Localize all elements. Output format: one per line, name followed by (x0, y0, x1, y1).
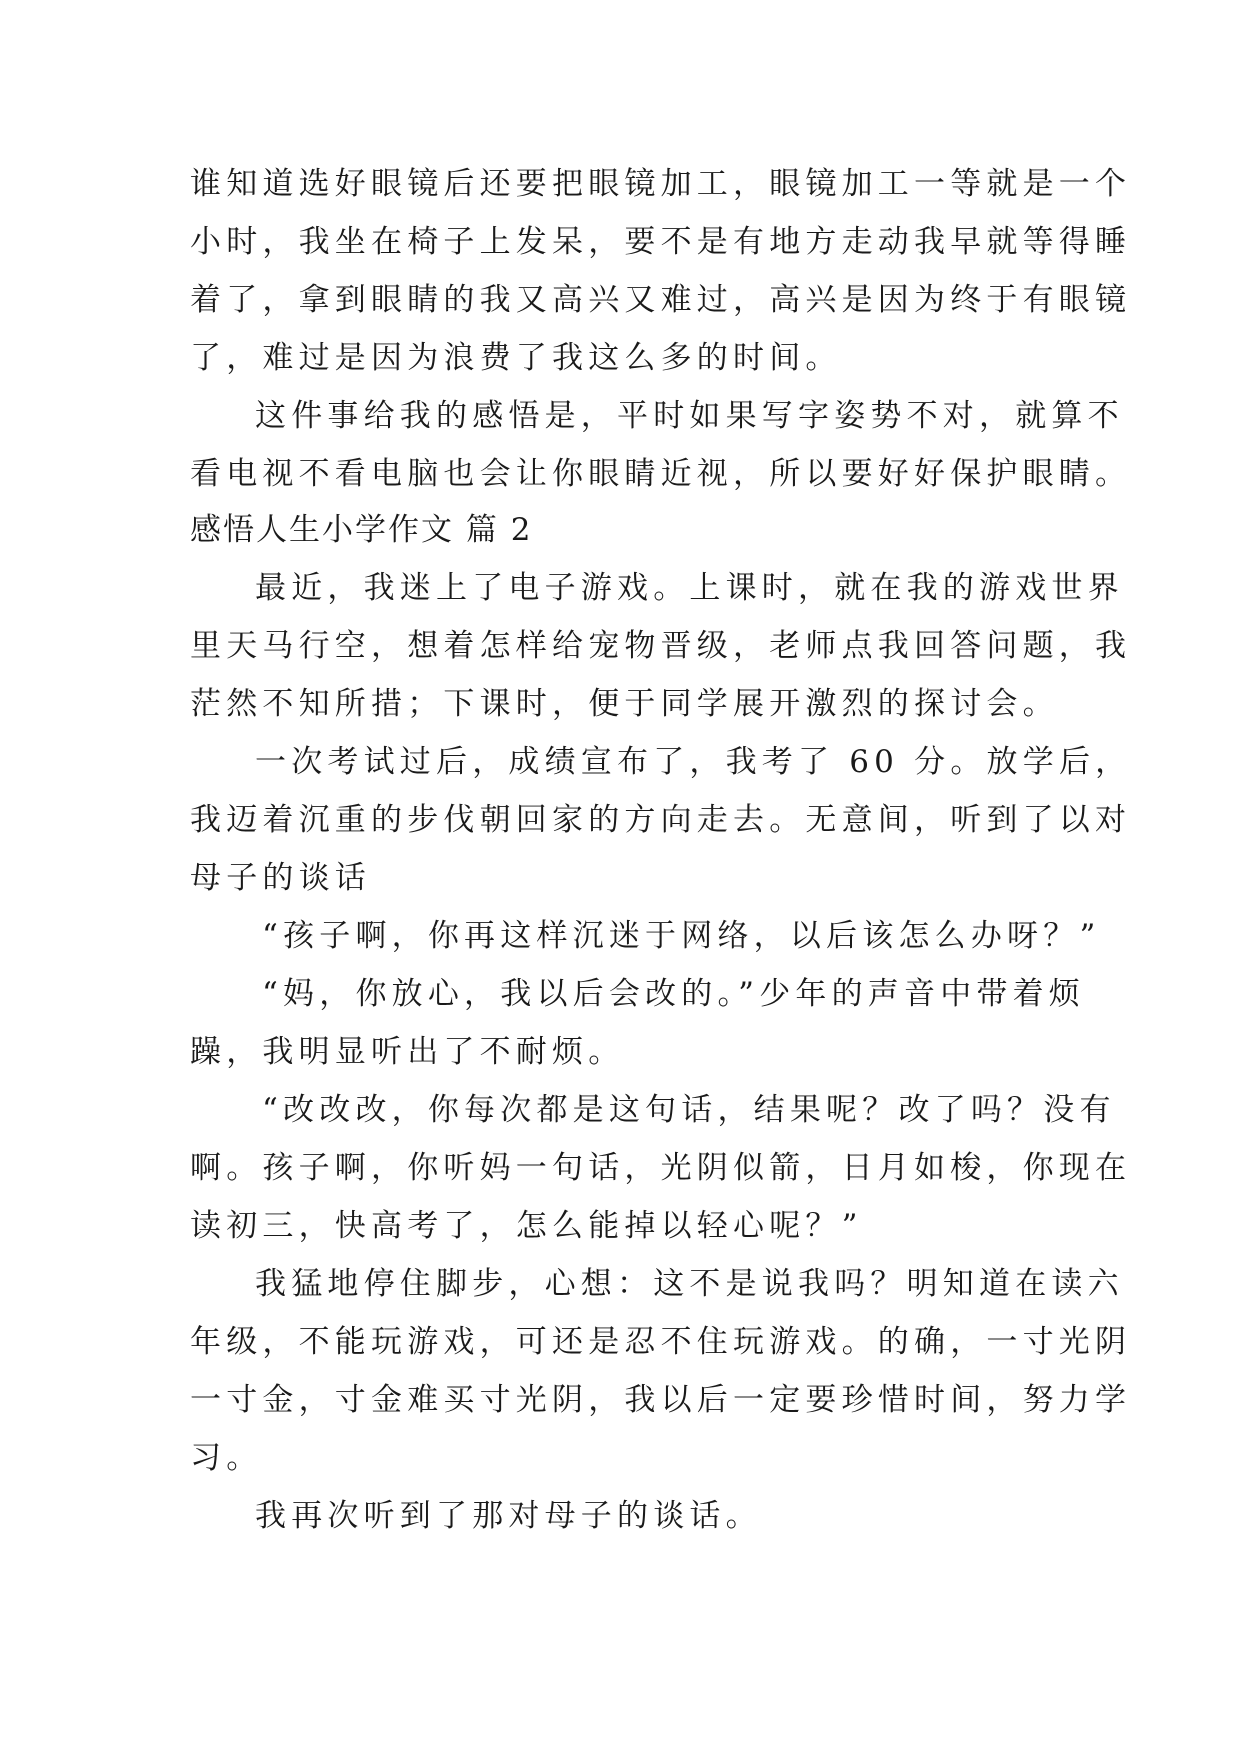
section-heading: 感悟人生小学作文 篇 2 (190, 512, 533, 548)
paragraph-line: “孩子啊，你再这样沉迷于网络，以后该怎么办呀？” (262, 918, 1101, 954)
paragraph-line: 这件事给我的感悟是，平时如果写字姿势不对，就算不 (255, 398, 1124, 434)
paragraph-line: 谁知道选好眼镜后还要把眼镜加工，眼镜加工一等就是一个 (190, 166, 1132, 202)
paragraph-line: 小时，我坐在椅子上发呆，要不是有地方走动我早就等得睡 (190, 224, 1132, 260)
paragraph-line: “妈，你放心，我以后会改的。”少年的声音中带着烦 (262, 976, 1085, 1012)
paragraph-line: 年级，不能玩游戏，可还是忍不住玩游戏。的确，一寸光阴 (190, 1324, 1132, 1360)
paragraph-line: 一寸金，寸金难买寸光阴，我以后一定要珍惜时间，努力学 (190, 1382, 1132, 1418)
paragraph-line: 我再次听到了那对母子的谈话。 (255, 1498, 762, 1534)
paragraph-line: 看电视不看电脑也会让你眼睛近视，所以要好好保护眼睛。 (190, 456, 1132, 492)
paragraph-line: 习。 (190, 1440, 263, 1476)
paragraph-line: 里天马行空，想着怎样给宠物晋级，老师点我回答问题，我 (190, 628, 1132, 664)
paragraph-line: 茫然不知所措；下课时，便于同学展开激烈的探讨会。 (190, 686, 1059, 722)
paragraph-line: 啊。孩子啊，你听妈一句话，光阴似箭，日月如梭，你现在 (190, 1150, 1132, 1186)
paragraph-line: “改改改，你每次都是这句话，结果呢？改了吗？没有 (262, 1092, 1116, 1128)
paragraph-line: 最近，我迷上了电子游戏。上课时，就在我的游戏世界 (255, 570, 1124, 606)
paragraph-line: 我迈着沉重的步伐朝回家的方向走去。无意间，听到了以对 (190, 802, 1132, 838)
paragraph-line: 一次考试过后，成绩宣布了，我考了 60 分。放学后， (255, 744, 1132, 780)
paragraph-line: 了，难过是因为浪费了我这么多的时间。 (190, 340, 842, 376)
paragraph-line: 躁，我明显听出了不耐烦。 (190, 1034, 625, 1070)
paragraph-line: 母子的谈话 (190, 860, 371, 896)
paragraph-line: 读初三，快高考了，怎么能掉以轻心呢？” (190, 1208, 863, 1244)
paragraph-line: 着了，拿到眼睛的我又高兴又难过，高兴是因为终于有眼镜 (190, 282, 1132, 318)
paragraph-line: 我猛地停住脚步，心想：这不是说我吗？明知道在读六 (255, 1266, 1124, 1302)
